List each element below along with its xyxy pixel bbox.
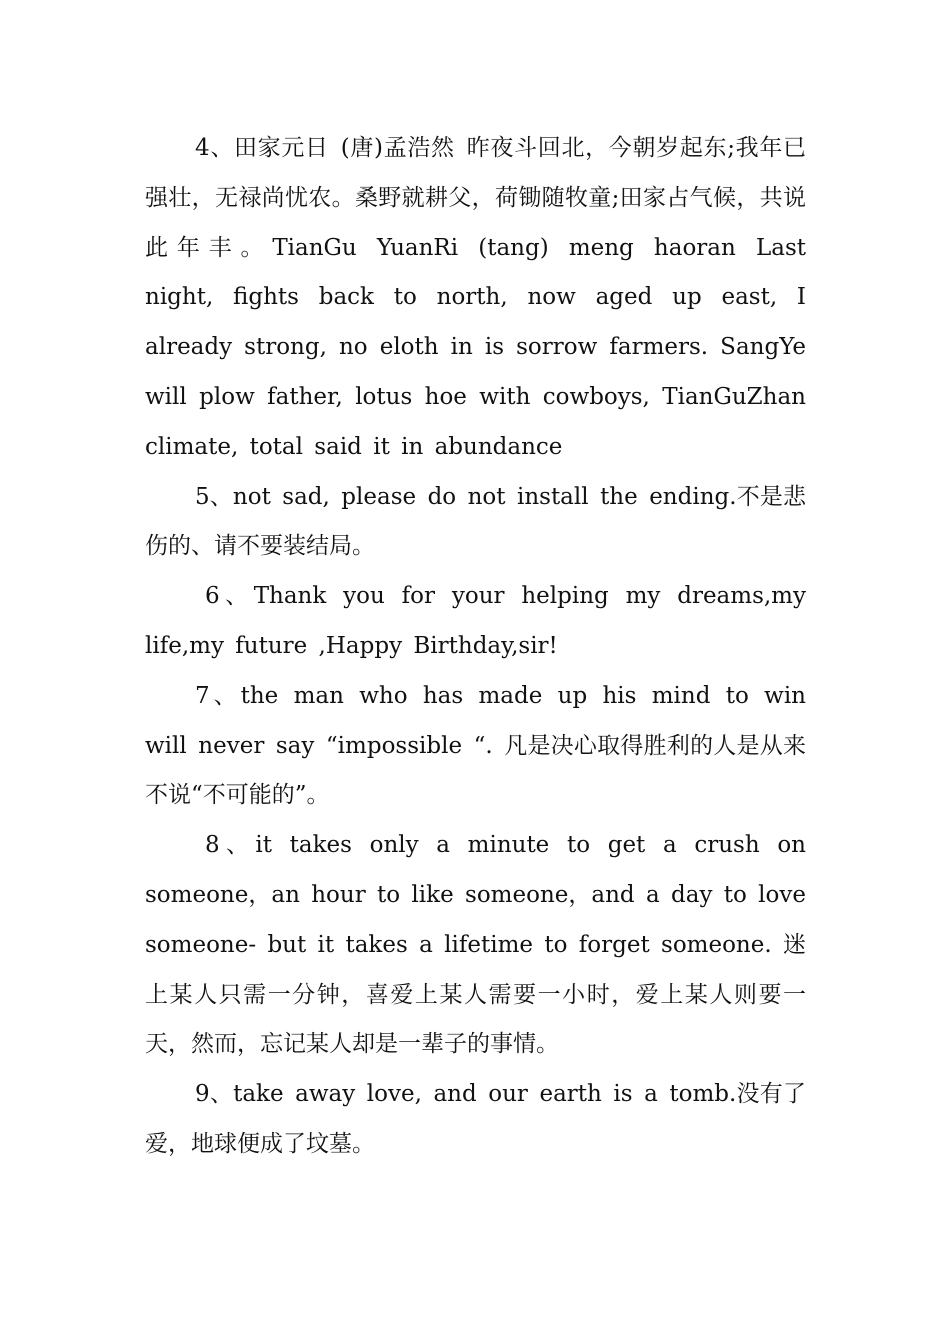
paragraph-6: 6、Thank you for your helping my dreams,my life,my future ,Happy Birthday,sir!: [145, 583, 806, 659]
paragraph-8: 8、it takes only a minute to get a crush on someone，an hour to like someone，and a day to love someone- but it takes a lifetime to forget someone. 迷上某人只需一分钟，喜爱上某人需要一小时，爱上某人则要一天，然而，忘记某人却是一辈子的事情。: [145, 832, 806, 1058]
paragraph-4: 4、田家元日 (唐)孟浩然 昨夜斗回北，今朝岁起东;我年已强壮，无禄尚忧农。桑野就耕父，荷锄随牧童;田家占气候，共说此年丰。TianGu YuanRi (tang) meng haoran Last night, fights back to north, now aged up east, I already strong, no eloth in is sorrow farmers. SangYe will plow father, lotus hoe with cowboys, TianGuZhan climate, total said it in abundance: [145, 135, 806, 460]
document-body: [145, 124, 806, 1170]
paragraph-5: 5、not sad, please do not install the ending.不是悲伤的、请不要装结局。: [145, 483, 806, 560]
paragraph-9: 9、take away love, and our earth is a tomb.没有了爱，地球便成了坟墓。: [145, 1081, 806, 1157]
paragraph-7: 7、the man who has made up his mind to win will never say “impossible “. 凡是决心取得胜利的人是从来不说“不可能的”。: [145, 682, 806, 809]
